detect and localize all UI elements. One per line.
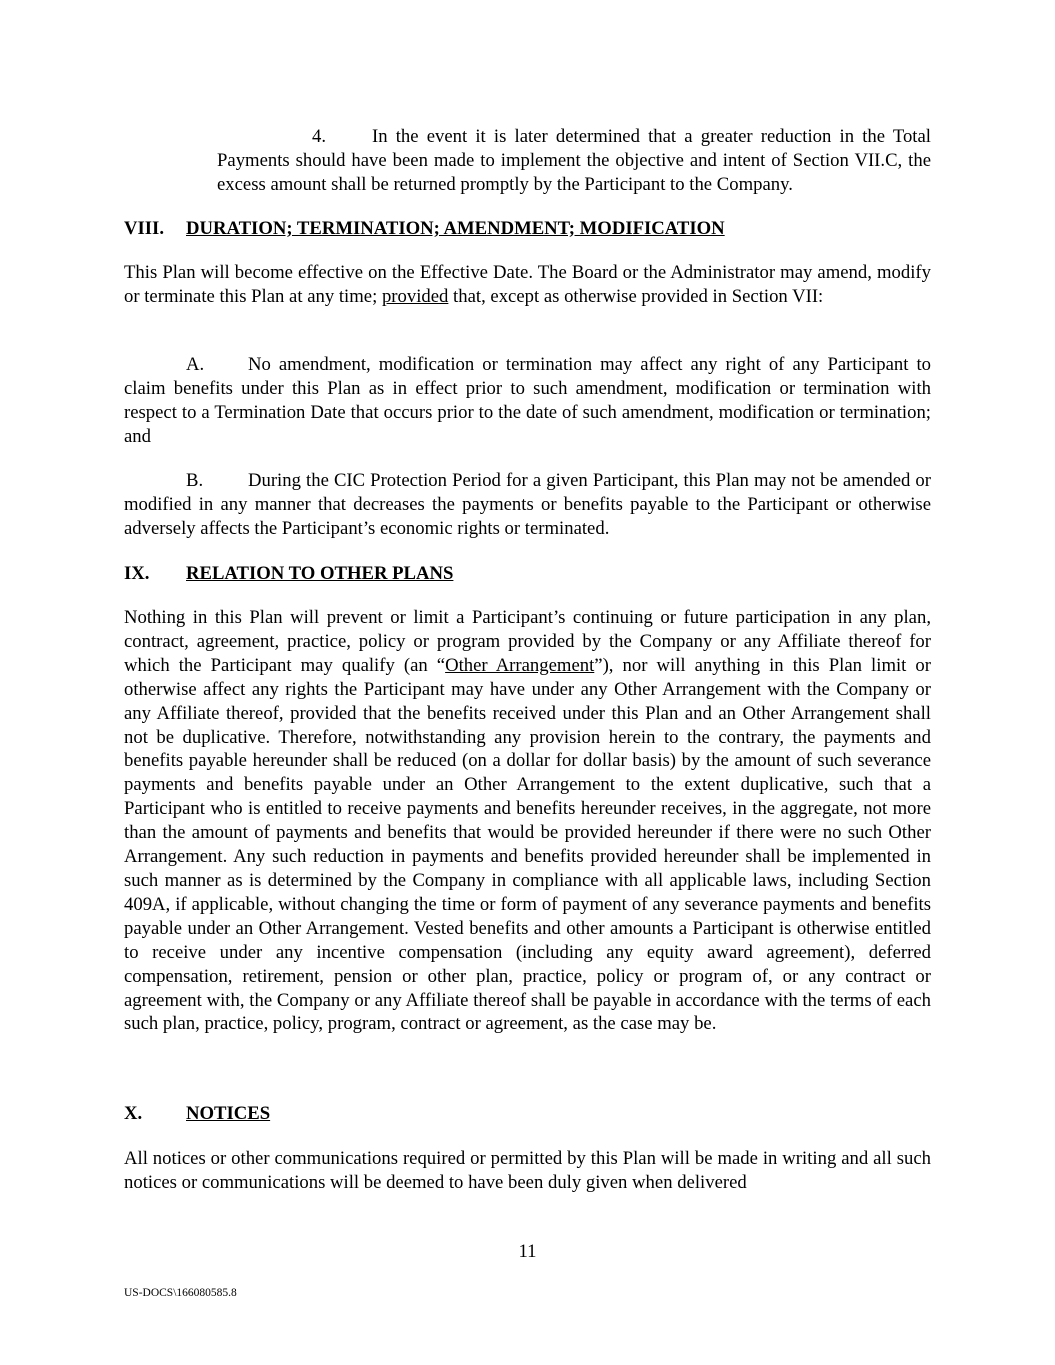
section-8-number: VIII. (124, 218, 164, 239)
item-b-text: During the CIC Protection Period for a given Participant, this Plan may not be amended or modified in any manner that decreases the payments or benefits payable to the Participant or otherwise adversely affects the Participant’s economic rights or terminated. (124, 470, 931, 539)
footer-document-id: US-DOCS\166080585.8 (124, 1287, 237, 1299)
section-8-intro-text-end: that, except as otherwise provided in Section VII: (448, 285, 824, 307)
item-b-label: B. (186, 470, 204, 491)
section-8-item-a (124, 353, 931, 449)
section-9-number: IX. (124, 563, 150, 584)
section-9-text-end: ”), nor will anything in this Plan limit or otherwise affect any rights the Participant may have under any Other Arrangement with the Company or any Affiliate thereof, provided that the benefits received under this Plan and an Other Arrangement shall not be duplicative. Therefore, notwithstanding any provision herein to the contrary, the payments and benefits payable hereunder shall be reduced (on a dollar for dollar basis) by the amount of such severance payments and benefits payable under an Other Arrangement to the extent duplicative, such that a Participant who is entitled to receive payments and benefits hereunder receives, in the aggregate, not more than the amount of payments and benefits that would be provided hereunder if there were no such Other Arrangement. Any such reduction in payments and benefits provided hereunder shall be implemented in such manner as is determined by the Company in compliance with all applicable laws, including Section 409A, if applicable, without changing the time or form of payment of any severance payments and benefits payable under an Other Arrangement. Vested benefits and other amounts a Participant is otherwise entitled to receive under any incentive compensation (including any equity award agreement), deferred compensation, retirement, pension or other plan, practice, policy or program of, or any contract or agreement with, the Company or any Affiliate thereof shall be payable in accordance with the terms of each such plan, practice, policy, program, contract or agreement, as the case may be. (124, 654, 931, 1035)
section-10-heading (124, 1102, 931, 1126)
section-9-text-start: Nothing in this Plan will prevent or limit a Participant’s continuing or future participation in any plan, contract, agreement, practice, policy or program provided by the Company or any Affiliate thereof for which the Participant may qualify (an “ (124, 607, 931, 676)
section-8-title: DURATION; TERMINATION; AMENDMENT; MODIFICATION (186, 218, 725, 239)
item-a-label: A. (186, 354, 205, 375)
item-4-number: 4. (312, 126, 327, 147)
item-4-text: In the event it is later determined that a greater reduction in the Total Payments should have been made to implement the objective and intent of Section VII.C, the excess amount shall be returned promptly by the Participant to the Company. (217, 126, 931, 195)
item-4-paragraph (217, 125, 931, 197)
section-8-item-b (124, 469, 931, 541)
section-10-title: NOTICES (186, 1103, 271, 1124)
section-10-body: All notices or other communications required or permitted by this Plan will be made in writing and all such notices or communications will be deemed to have been duly given when delivered (124, 1148, 931, 1193)
section-8-intro (124, 261, 931, 309)
section-9-body (124, 606, 931, 1036)
provided-term: provided (381, 285, 449, 307)
section-8-heading (124, 217, 931, 241)
item-a-text: No amendment, modification or termination may affect any right of any Participant to claim benefits under this Plan as in effect prior to such amendment, modification or termination with respect to a Termination Date that occurs prior to the date of such amendment, modification or termination; and (124, 354, 931, 447)
section-9-heading (124, 562, 931, 586)
other-arrangement-term: Other Arrangement (445, 654, 595, 676)
section-8-intro-text-start: This Plan will become effective on the Effective Date. The Board or the Administrator may amend, modify or terminate this Plan at any time; (124, 262, 931, 307)
section-10-number: X. (124, 1103, 143, 1124)
section-9-title: RELATION TO OTHER PLANS (186, 563, 454, 584)
page-number: 11 (518, 1241, 537, 1262)
